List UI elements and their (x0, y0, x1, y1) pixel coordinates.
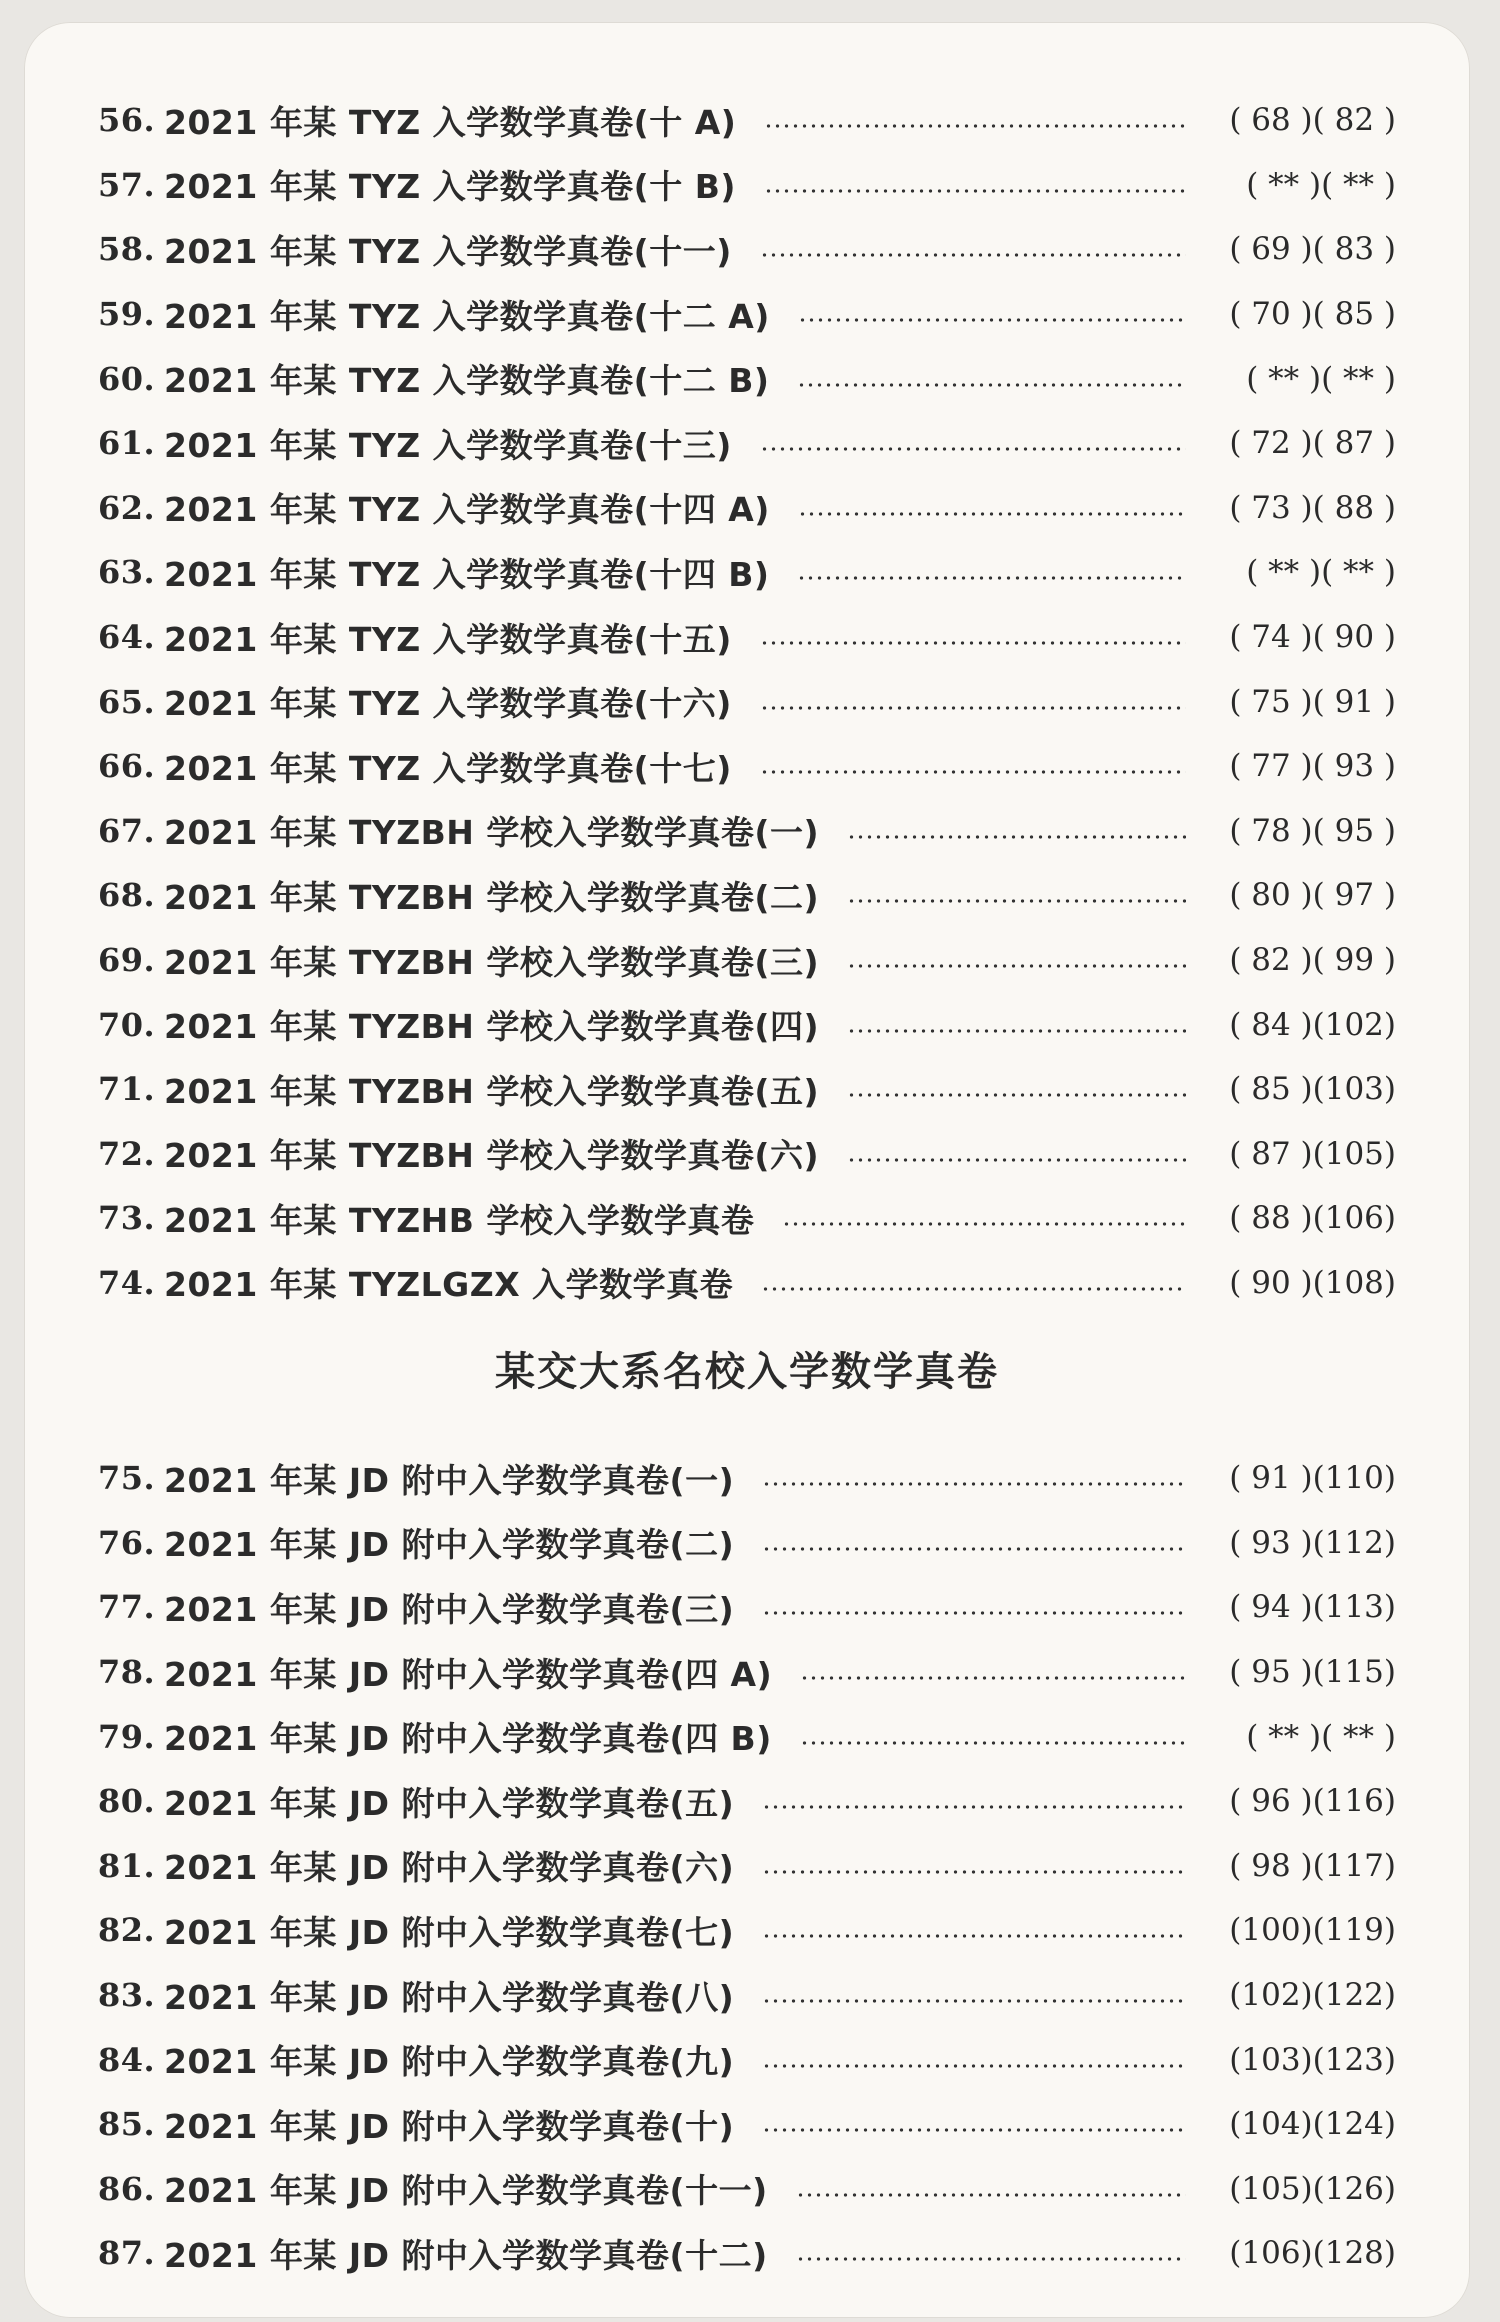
dot-leader (800, 1676, 1186, 1681)
dot-leader (760, 641, 1186, 646)
entry-number: 83. (98, 1976, 156, 2015)
entry-title: 2021 年某 JD 附中入学数学真卷(十) (164, 2106, 735, 2146)
entry-number: 57. (98, 165, 156, 204)
entry-pages: (102)(122) (1229, 1977, 1396, 2014)
entry-title: 2021 年某 TYZ 入学数学真卷(十三) (164, 425, 732, 465)
entry-title: 2021 年某 JD 附中入学数学真卷(九) (164, 2042, 735, 2082)
entry-number: 58. (98, 230, 156, 269)
entry-title: 2021 年某 JD 附中入学数学真卷(八) (164, 1977, 735, 2017)
toc-entry (98, 1834, 1396, 1899)
dot-leader (847, 899, 1186, 904)
entry-number: 78. (98, 1653, 156, 1692)
entry-title: 2021 年某 TYZ 入学数学真卷(十四 A) (164, 490, 770, 530)
dot-leader (762, 1482, 1186, 1487)
entry-pages: (103)(123) (1229, 2041, 1396, 2078)
entry-number: 87. (98, 2234, 156, 2273)
entry-title: 2021 年某 JD 附中入学数学真卷(十一) (164, 2171, 768, 2211)
dot-leader (796, 2192, 1186, 2197)
entry-number: 63. (98, 553, 156, 592)
dot-leader (797, 382, 1186, 387)
dot-leader (798, 318, 1186, 323)
toc-entry (98, 1898, 1396, 1963)
entry-number: 67. (98, 811, 156, 850)
toc-entry (98, 863, 1396, 928)
entry-pages: ( 96 )(116) (1229, 1783, 1396, 1820)
entry-number: 59. (98, 295, 156, 334)
toc-entry (98, 928, 1396, 993)
dot-leader (760, 447, 1186, 452)
entry-title: 2021 年某 TYZBH 学校入学数学真卷(三) (164, 942, 820, 982)
entry-title: 2021 年某 JD 附中入学数学真卷(四 B) (164, 1719, 772, 1759)
toc-entry (98, 605, 1396, 670)
entry-number: 60. (98, 359, 156, 398)
entry-number: 62. (98, 488, 156, 527)
dot-leader (762, 2128, 1186, 2133)
toc-entry (98, 2157, 1396, 2222)
entry-pages: ( 90 )(108) (1229, 1264, 1396, 1301)
dot-leader (782, 1222, 1186, 1227)
entry-pages: (105)(126) (1229, 2170, 1396, 2207)
entry-number: 72. (98, 1134, 156, 1173)
entry-title: 2021 年某 JD 附中入学数学真卷(一) (164, 1460, 735, 1500)
dot-leader (764, 188, 1186, 193)
entry-title: 2021 年某 TYZ 入学数学真卷(十六) (164, 684, 732, 724)
entry-title: 2021 年某 TYZBH 学校入学数学真卷(五) (164, 1071, 820, 1111)
toc-entry (98, 799, 1396, 864)
entry-pages: (104)(124) (1229, 2106, 1396, 2143)
toc-entry (98, 1446, 1396, 1511)
toc-entry (98, 540, 1396, 605)
toc-entry (98, 2027, 1396, 2092)
entry-pages: ( 72 )( 87 ) (1229, 425, 1396, 462)
entry-pages: ( 95 )(115) (1229, 1654, 1396, 1691)
entry-number: 70. (98, 1005, 156, 1044)
entry-number: 69. (98, 941, 156, 980)
entry-number: 68. (98, 876, 156, 915)
entry-title: 2021 年某 TYZBH 学校入学数学真卷(六) (164, 1136, 820, 1176)
entry-pages: ( 73 )( 88 ) (1229, 489, 1396, 526)
toc-entry (98, 1575, 1396, 1640)
dot-leader (847, 1157, 1186, 1162)
toc-entry (98, 1251, 1396, 1316)
entry-pages: ( 93 )(112) (1229, 1524, 1396, 1561)
entry-pages: ( 74 )( 90 ) (1229, 619, 1396, 656)
toc-entry (98, 153, 1396, 218)
entry-title: 2021 年某 TYZ 入学数学真卷(十五) (164, 619, 732, 659)
entry-number: 64. (98, 618, 156, 657)
entry-title: 2021 年某 TYZBH 学校入学数学真卷(二) (164, 877, 820, 917)
entry-pages: ( 87 )(105) (1229, 1135, 1396, 1172)
entry-title: 2021 年某 JD 附中入学数学真卷(五) (164, 1783, 735, 1823)
dot-leader (762, 1869, 1186, 1874)
entry-pages: ( ** )( ** ) (1246, 1718, 1396, 1755)
entry-pages: ( 78 )( 95 ) (1229, 812, 1396, 849)
dot-leader (762, 1611, 1186, 1616)
entry-number: 74. (98, 1263, 156, 1302)
entry-number: 76. (98, 1523, 156, 1562)
toc-entry (98, 1640, 1396, 1705)
toc-entry (98, 734, 1396, 799)
entry-pages: ( 75 )( 91 ) (1229, 683, 1396, 720)
toc-entry (98, 1057, 1396, 1122)
dot-leader (764, 124, 1186, 129)
entry-number: 80. (98, 1782, 156, 1821)
dot-leader (798, 511, 1186, 516)
entry-number: 66. (98, 747, 156, 786)
entry-title: 2021 年某 TYZ 入学数学真卷(十二 A) (164, 296, 770, 336)
entry-title: 2021 年某 TYZLGZX 入学数学真卷 (164, 1265, 734, 1305)
entry-title: 2021 年某 TYZBH 学校入学数学真卷(四) (164, 1007, 820, 1047)
toc-entry (98, 1704, 1396, 1769)
entry-number: 71. (98, 1070, 156, 1109)
toc-entry (98, 2092, 1396, 2157)
entry-number: 73. (98, 1199, 156, 1238)
entry-pages: (106)(128) (1229, 2235, 1396, 2272)
entry-pages: ( 80 )( 97 ) (1229, 877, 1396, 914)
toc-entry (98, 282, 1396, 347)
dot-leader (847, 834, 1186, 839)
dot-leader (760, 253, 1186, 258)
entry-title: 2021 年某 JD 附中入学数学真卷(三) (164, 1589, 735, 1629)
entry-number: 56. (98, 101, 156, 140)
dot-leader (847, 964, 1186, 969)
entry-pages: ( 98 )(117) (1229, 1847, 1396, 1884)
dot-leader (762, 1546, 1186, 1551)
entry-title: 2021 年某 TYZBH 学校入学数学真卷(一) (164, 813, 820, 853)
dot-leader (847, 1028, 1186, 1033)
toc-entry (98, 1186, 1396, 1251)
toc-entry (98, 2221, 1396, 2286)
entry-pages: ( 88 )(106) (1229, 1200, 1396, 1237)
entry-pages: ( 68 )( 82 ) (1229, 102, 1396, 139)
entry-title: 2021 年某 TYZ 入学数学真卷(十二 B) (164, 361, 770, 401)
entry-number: 77. (98, 1588, 156, 1627)
entry-title: 2021 年某 TYZ 入学数学真卷(十 B) (164, 167, 736, 207)
entry-pages: ( 70 )( 85 ) (1229, 296, 1396, 333)
toc-list-section-1 (98, 88, 1396, 1315)
entry-number: 79. (98, 1717, 156, 1756)
entry-pages: ( 85 )(103) (1229, 1071, 1396, 1108)
toc-list-section-2 (98, 1446, 1396, 2286)
toc-entry (98, 88, 1396, 153)
dot-leader (761, 1286, 1186, 1291)
toc-entry (98, 669, 1396, 734)
entry-number: 85. (98, 2105, 156, 2144)
entry-pages: ( ** )( ** ) (1246, 554, 1396, 591)
entry-title: 2021 年某 TYZ 入学数学真卷(十七) (164, 748, 732, 788)
entry-number: 84. (98, 2040, 156, 2079)
entry-number: 81. (98, 1846, 156, 1885)
entry-title: 2021 年某 TYZ 入学数学真卷(十 A) (164, 102, 737, 142)
dot-leader (796, 2257, 1186, 2262)
section-heading: 某交大系名校入学数学真卷 (495, 1349, 999, 1395)
toc-entry (98, 476, 1396, 541)
entry-title: 2021 年某 JD 附中入学数学真卷(十二) (164, 2235, 768, 2275)
entry-pages: ( 84 )(102) (1229, 1006, 1396, 1043)
entry-title: 2021 年某 JD 附中入学数学真卷(四 A) (164, 1654, 773, 1694)
dot-leader (762, 1805, 1186, 1810)
toc-entry (98, 1769, 1396, 1834)
entry-title: 2021 年某 JD 附中入学数学真卷(二) (164, 1525, 735, 1565)
entry-pages: (100)(119) (1229, 1912, 1396, 1949)
entry-number: 86. (98, 2169, 156, 2208)
dot-leader (762, 1999, 1186, 2004)
entry-pages: ( ** )( ** ) (1246, 166, 1396, 203)
dot-leader (760, 770, 1186, 775)
toc-entry (98, 1122, 1396, 1187)
entry-title: 2021 年某 JD 附中入学数学真卷(七) (164, 1912, 735, 1952)
entry-title: 2021 年某 TYZ 入学数学真卷(十四 B) (164, 554, 770, 594)
toc-entry (98, 992, 1396, 1057)
toc-entry (98, 1963, 1396, 2028)
entry-pages: ( 77 )( 93 ) (1229, 748, 1396, 785)
entry-pages: ( 82 )( 99 ) (1229, 942, 1396, 979)
dot-leader (762, 1934, 1186, 1939)
entry-title: 2021 年某 TYZ 入学数学真卷(十一) (164, 231, 732, 271)
entry-number: 82. (98, 1911, 156, 1950)
dot-leader (847, 1093, 1186, 1098)
entry-number: 65. (98, 682, 156, 721)
toc-entry (98, 346, 1396, 411)
entry-number: 75. (98, 1459, 156, 1498)
dot-leader (800, 1740, 1186, 1745)
document-page (24, 22, 1470, 2318)
dot-leader (760, 705, 1186, 710)
entry-pages: ( ** )( ** ) (1246, 360, 1396, 397)
entry-title: 2021 年某 TYZHB 学校入学数学真卷 (164, 1200, 755, 1240)
entry-title: 2021 年某 JD 附中入学数学真卷(六) (164, 1848, 735, 1888)
entry-pages: ( 94 )(113) (1229, 1589, 1396, 1626)
toc-entry (98, 217, 1396, 282)
dot-leader (797, 576, 1186, 581)
dot-leader (762, 2063, 1186, 2068)
entry-pages: ( 91 )(110) (1229, 1460, 1396, 1497)
entry-pages: ( 69 )( 83 ) (1229, 231, 1396, 268)
toc-entry (98, 1511, 1396, 1576)
entry-number: 61. (98, 424, 156, 463)
toc-entry (98, 411, 1396, 476)
